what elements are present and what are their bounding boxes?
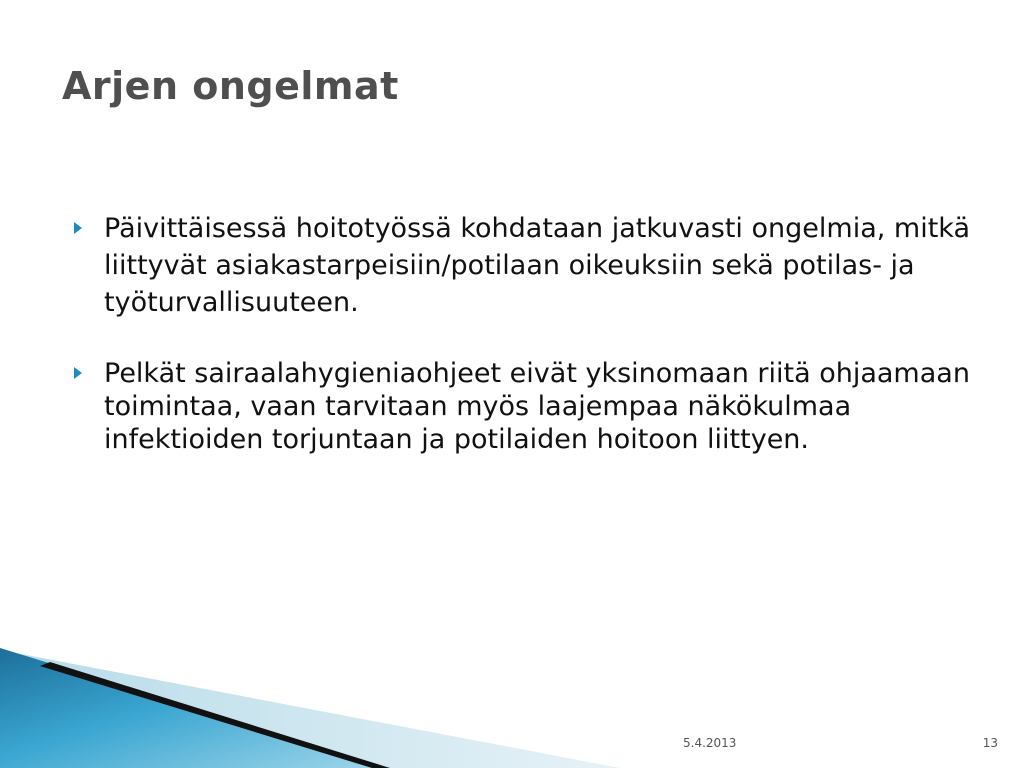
decorative-wave-graphic bbox=[0, 640, 620, 768]
bullet-text: Päivittäisessä hoitotyössä kohdataan jatkuvasti ongelmia, mitkä liittyvät asiakastarpeisiin/potilaan oikeuksiin sekä potilas- ja työturvallisuuteen. bbox=[104, 213, 971, 318]
bullet-list bbox=[72, 210, 972, 456]
slide-title: Arjen ongelmat bbox=[62, 64, 399, 108]
bullet-item bbox=[72, 210, 972, 321]
footer-date: 5.4.2013 bbox=[683, 736, 737, 750]
page-number: 13 bbox=[982, 736, 998, 750]
bullet-text: Pelkät sairaalahygieniaohjeet eivät yksinomaan riitä ohjaamaan toimintaa, vaan tarvitaan myös laajempaa näkökulmaa infektioiden torjuntaan ja potilaiden hoitoon liittyen. bbox=[104, 358, 970, 455]
triangle-right-icon bbox=[74, 222, 82, 234]
bullet-item bbox=[72, 357, 972, 456]
triangle-right-icon bbox=[74, 367, 82, 379]
